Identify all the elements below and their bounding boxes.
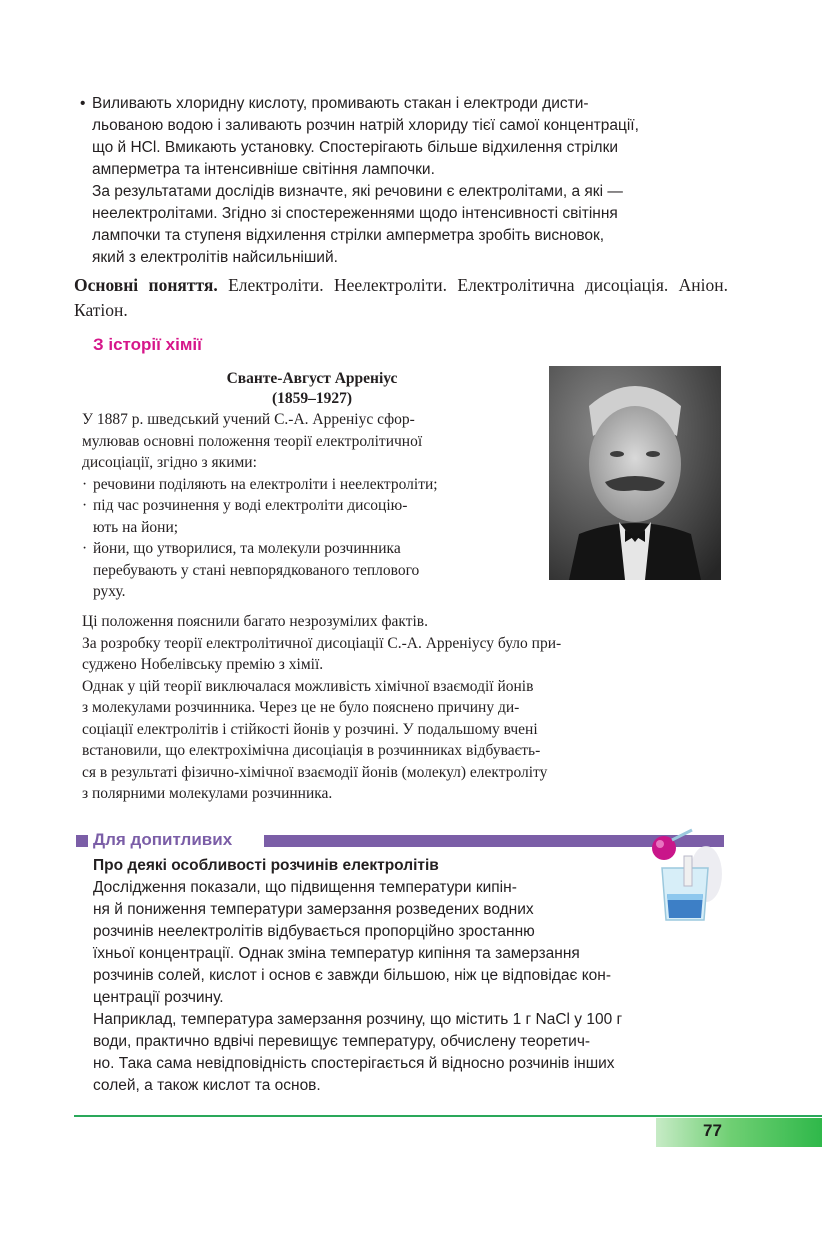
- intro-line: У 1887 р. шведський учений С.-А. Арреніус сфор-: [82, 411, 415, 428]
- bullet-line: що й HCl. Вмикають установку. Спостерігають більше відхилення стрілки: [92, 139, 619, 156]
- experiment-bullet-block: [80, 93, 728, 269]
- curious-line: Наприклад, температура замерзання розчину, що містить 1 г NaCl у 100 г: [93, 1011, 623, 1028]
- scientist-name: Сванте-Август Арреніус: [226, 370, 398, 387]
- point-line: перебувають у стані невпорядкованого теплового: [93, 561, 420, 579]
- curious-section-title: Для допитливих: [93, 830, 233, 849]
- curious-line: ня й пониження температури замерзання розведених водних: [93, 901, 534, 918]
- square-icon: [76, 835, 88, 847]
- bullet-line: льованою водою і заливають розчин натрій хлориду тієї самої концентрації,: [92, 117, 639, 134]
- theory-point: [82, 474, 537, 496]
- curious-heading: Про деякі особливості розчинів електролітів: [93, 857, 439, 874]
- history-line: ся в результаті фізично-хімічної взаємодії йонів (молекул) електроліту: [82, 763, 548, 781]
- curious-line: розчинів солей, кислот і основ є завжди більшою, ніж це відповідає кон-: [93, 967, 612, 984]
- scientist-name-block: [82, 369, 542, 409]
- curious-line: солей, а також кислот та основ.: [93, 1077, 321, 1094]
- point-line: під час розчинення у воді електроліти дисоцію-: [93, 497, 408, 514]
- page-number-tab: [656, 1118, 822, 1147]
- footer-rule: [74, 1115, 822, 1117]
- experiment-conclusion: [80, 181, 728, 269]
- conclusion-line: лампочки та ступеня відхилення стрілки амперметра зробіть висновок,: [92, 227, 605, 244]
- history-section-title: З історії хімії: [93, 335, 202, 354]
- curious-line: но. Така сама невідповідність спостерігається й відносно розчинів інших: [93, 1055, 615, 1072]
- curious-line: розчинів неелектролітів відбувається пропорційно зростанню: [93, 923, 535, 940]
- bullet-line: амперметра та інтенсивніше світіння лампочки.: [92, 161, 435, 178]
- history-line: Ці положення пояснили багато незрозумілих фактів.: [82, 613, 428, 630]
- curious-section-header: [76, 832, 724, 850]
- theory-point: [82, 495, 537, 538]
- point-marker: ·: [82, 497, 88, 514]
- portrait-illustration: [549, 366, 721, 580]
- page-number: 77: [703, 1121, 722, 1140]
- point-line: руху.: [93, 583, 126, 600]
- bullet-line: Виливають хлоридну кислоту, промивають стакан і електроди дисти-: [92, 95, 589, 112]
- curious-narrow-block: [93, 877, 641, 943]
- curious-line: центрації розчину.: [93, 989, 224, 1006]
- theory-point: [82, 538, 537, 603]
- history-line: з полярними молекулами розчинника.: [82, 785, 333, 802]
- point-line: ють на йони;: [93, 518, 179, 536]
- theory-intro: [82, 409, 537, 603]
- history-line: За розробку теорії електролітичної дисоціації С.-А. Арреніусу було при-: [82, 634, 562, 652]
- scientist-years: (1859–1927): [271, 390, 353, 407]
- point-line: йони, що утворилися, та молекули розчинника: [93, 540, 401, 557]
- key-concepts-text: Електроліти. Неелектроліти. Електролітична дисоціація. Аніон. Катіон.: [74, 275, 728, 320]
- curious-line: води, практично вдвічі перевищує температуру, обчислену теоретич-: [93, 1033, 591, 1050]
- curious-line: Дослідження показали, що підвищення температури кипін-: [93, 879, 517, 896]
- curious-body: [93, 855, 726, 1097]
- point-marker: ·: [82, 475, 88, 493]
- key-concepts: [74, 273, 728, 323]
- experiment-bullet-item: [80, 93, 728, 181]
- history-line: встановили, що електрохімічна дисоціація в розчинниках відбуваєть-: [82, 742, 541, 759]
- history-line: Однак у цій теорії виключалася можливість хімічної взаємодії йонів: [82, 677, 534, 695]
- intro-line: мулював основні положення теорії електролітичної: [82, 432, 423, 450]
- scientist-portrait: [549, 366, 721, 580]
- history-body: [82, 611, 722, 805]
- intro-line: дисоціації, згідно з якими:: [82, 454, 257, 471]
- history-line: суджено Нобелівську премію з хімії.: [82, 656, 324, 673]
- history-line: з молекулами розчинника. Через це не було пояснено причину ди-: [82, 699, 520, 716]
- curious-line: їхньої концентрації. Однак зміна температур кипіння та замерзання: [93, 945, 580, 962]
- conclusion-line: неелектролітами. Згідно зі спостереженнями щодо інтенсивності світіння: [92, 205, 618, 222]
- history-line: соціації електролітів і стійкості йонів у розчині. У подальшому вчені: [82, 720, 538, 738]
- conclusion-line: За результатами дослідів визначте, які речовини є електролітами, а які —: [92, 183, 623, 200]
- point-marker: ·: [82, 540, 88, 557]
- curious-wide-block: [93, 943, 726, 1097]
- bullet-marker: •: [80, 95, 86, 112]
- conclusion-line: який з електролітів найсильніший.: [92, 249, 338, 266]
- point-line: речовини поділяють на електроліти і неелектроліти;: [93, 475, 438, 493]
- key-concepts-label: Основні поняття.: [74, 275, 218, 295]
